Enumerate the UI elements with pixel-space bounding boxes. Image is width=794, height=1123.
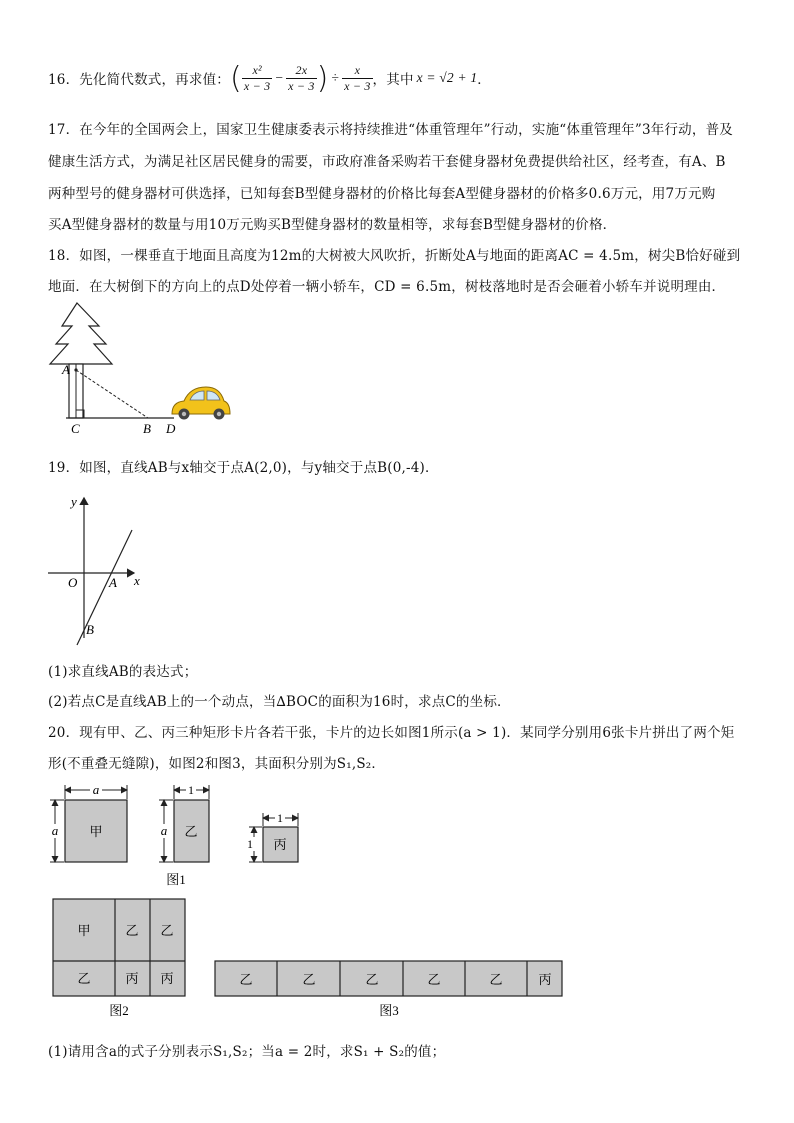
svg-text:1: 1: [188, 783, 194, 797]
q16-condition: x = √2 + 1: [416, 70, 478, 85]
label-d: D: [166, 421, 176, 436]
svg-text:1: 1: [247, 837, 253, 851]
q18-line-1: 18．如图，一棵垂直于地面且高度为12m的大树被大风吹折，折断处A与地面的距离AC = 4.5m，树尖B恰好碰到: [48, 248, 741, 264]
q17-line-1: 17．在今年的全国两会上，国家卫生健康委表示将持续推进“体重管理年”行动，实施“体重管理年”3年行动，普及: [48, 122, 733, 138]
svg-text:a: a: [51, 823, 59, 838]
coordinate-figure: [44, 488, 164, 648]
left-paren: (: [229, 60, 242, 96]
q20-line-2: 形(不重叠无缝隙)，如图2和图3，其面积分别为S₁,S₂．: [48, 756, 386, 772]
label-y: y: [71, 494, 77, 509]
dashed-line-ab: [76, 370, 148, 418]
svg-text:丙: 丙: [273, 837, 287, 852]
q16-prefix: 16．先化简代数式，再求值：: [48, 72, 230, 88]
fig3-cell-5: 乙: [489, 972, 503, 987]
figure-1-caption: 图1: [166, 872, 186, 887]
fig2-cell-6: 丙: [160, 971, 174, 986]
q17-line-4: 买A型健身器材的数量与用10万元购买B型健身器材的数量相等，求每套B型健身器材的价格．: [48, 217, 617, 233]
q16-line: 16．先化简代数式，再求值： ( $\frac{\text{x²}}{x - 3}$ − $\frac{2x}{x - 3}$ ) ÷ $\frac{x}{x - 3}$ ，其中 x = √2 + 1 ．: [48, 60, 491, 96]
fig3-cell-1: 乙: [239, 972, 253, 987]
q18-line-2: 地面．在大树倒下的方向上的点D处停着一辆小轿车，CD = 6.5m，树枝落地时是否会砸着小轿车并说明理由．: [48, 279, 726, 295]
label-o: O: [68, 575, 78, 590]
figure-3-caption: 图3: [379, 1003, 399, 1018]
label-b: B: [86, 622, 94, 637]
fig2-cell-1: 甲: [77, 923, 91, 938]
fig3-cell-4: 乙: [427, 972, 441, 987]
q19-stem: 19．如图，直线AB与x轴交于点A(2,0)，与y轴交于点B(0,-4)．: [48, 460, 439, 476]
fig3-cell-6: 丙: [538, 972, 552, 987]
figure-2: [52, 898, 192, 1022]
figure-3: [214, 960, 566, 1022]
q16-mid: ，其中: [372, 72, 414, 88]
tree-car-figure: [44, 298, 244, 436]
fraction-1: $\frac{\text{x²}}{x - 3}$: [243, 62, 271, 93]
figure-1: [44, 782, 314, 890]
fig2-cell-3: 乙: [160, 923, 174, 938]
fig2-cell-4: 乙: [77, 971, 91, 986]
q19-part-1: (1)求直线AB的表达式；: [48, 664, 198, 680]
q17-line-3: 两种型号的健身器材可供选择，已知每套B型健身器材的价格比每套A型健身器材的价格多0.6万元，用7万元购: [48, 186, 716, 202]
label-a: A: [109, 575, 117, 590]
fraction-3: $\frac{x}{x - 3}$: [344, 62, 371, 93]
fraction-2: $\frac{2x}{x - 3}$: [288, 62, 315, 93]
q20-part-1: (1)请用含a的式子分别表示S₁,S₂；当a = 2时，求S₁ + S₂的值；: [48, 1044, 446, 1060]
q17-line-2: 健康生活方式，为满足社区居民健身的需要，市政府准备采购若干套健身器材免费提供给社区，经考查，有A、B: [48, 154, 726, 170]
q19-part-2: (2)若点C是直线AB上的一个动点，当∆BOC的面积为16时，求点C的坐标．: [48, 694, 511, 710]
fig3-cell-2: 乙: [302, 972, 316, 987]
svg-text:a: a: [160, 823, 168, 838]
fig2-cell-2: 乙: [125, 923, 139, 938]
svg-text:a: a: [92, 782, 100, 797]
car-icon: [172, 387, 230, 420]
label-a: A: [62, 362, 70, 377]
right-paren: ): [316, 60, 329, 96]
label-b: B: [143, 421, 151, 436]
label-c: C: [71, 421, 80, 436]
svg-text:乙: 乙: [184, 824, 198, 839]
label-x: x: [134, 573, 140, 588]
svg-text:甲: 甲: [89, 824, 103, 839]
tree-crown: [50, 303, 112, 364]
fig2-cell-5: 丙: [125, 971, 139, 986]
q20-line-1: 20．现有甲、乙、丙三种矩形卡片各若干张，卡片的边长如图1所示(a > 1)．某同学分别用6张卡片拼出了两个矩: [48, 725, 735, 741]
figure-2-caption: 图2: [109, 1003, 129, 1018]
svg-text:1: 1: [277, 811, 283, 825]
fig3-cell-3: 乙: [365, 972, 379, 987]
